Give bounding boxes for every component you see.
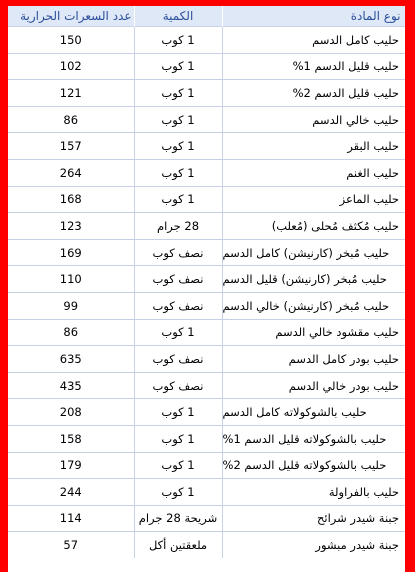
calories-cell: 208 [8, 399, 134, 426]
calories-cell: 110 [8, 266, 134, 293]
table-row [8, 425, 405, 452]
item-cell: حليب بالشوكولاته قليل الدسم 1% [222, 425, 405, 452]
item-cell: حليب قليل الدسم 2% [222, 80, 405, 107]
calories-cell: 264 [8, 159, 134, 186]
item-cell: حليب كامل الدسم [222, 27, 405, 54]
table-row [8, 133, 405, 160]
calories-cell: 169 [8, 239, 134, 266]
quantity-cell: نصف كوب [134, 239, 222, 266]
item-cell: حليب بودر كامل الدسم [222, 346, 405, 373]
item-cell: حليب قليل الدسم 1% [222, 53, 405, 80]
quantity-cell: 1 كوب [134, 186, 222, 213]
table-row [8, 372, 405, 399]
table-row [8, 319, 405, 346]
calories-cell: 168 [8, 186, 134, 213]
quantity-cell: 1 كوب [134, 106, 222, 133]
table-header-row [8, 6, 405, 27]
quantity-cell: 1 كوب [134, 53, 222, 80]
header-item: نوع المادة [222, 6, 405, 27]
item-cell: حليب مُبخر (كارنيشن) قليل الدسم [222, 266, 405, 293]
item-cell: جبنة شيدر شرائح [222, 505, 405, 532]
calories-cell: 123 [8, 213, 134, 240]
table-row [8, 532, 405, 558]
calorie-table [8, 6, 405, 558]
table-row [8, 505, 405, 532]
table-row [8, 399, 405, 426]
item-cell: حليب مُكثف مُحلى (مُعلب) [222, 213, 405, 240]
quantity-cell: ملعقتين أكل [134, 532, 222, 558]
table-row [8, 346, 405, 373]
calories-cell: 158 [8, 425, 134, 452]
header-quantity: الكمية [134, 6, 222, 27]
calories-cell: 86 [8, 106, 134, 133]
calories-cell: 57 [8, 532, 134, 558]
item-cell: حليب البقر [222, 133, 405, 160]
calories-cell: 150 [8, 27, 134, 54]
table-body [8, 27, 405, 558]
quantity-cell: نصف كوب [134, 292, 222, 319]
calories-cell: 86 [8, 319, 134, 346]
item-cell: حليب بالشوكولاته كامل الدسم [222, 399, 405, 426]
calories-cell: 157 [8, 133, 134, 160]
page-frame [8, 6, 405, 572]
quantity-cell: 1 كوب [134, 133, 222, 160]
quantity-cell: 1 كوب [134, 452, 222, 479]
item-cell: حليب الماعز [222, 186, 405, 213]
item-cell: حليب بالفراولة [222, 479, 405, 506]
item-cell: جبنة شيدر مبشور [222, 532, 405, 558]
calories-cell: 635 [8, 346, 134, 373]
header-calories: عدد السعرات الحرارية [8, 6, 134, 27]
item-cell: حليب مقشود خالي الدسم [222, 319, 405, 346]
table-row [8, 159, 405, 186]
table-row [8, 53, 405, 80]
calories-cell: 102 [8, 53, 134, 80]
quantity-cell: 1 كوب [134, 319, 222, 346]
table-row [8, 239, 405, 266]
quantity-cell: 28 جرام [134, 213, 222, 240]
table-row [8, 479, 405, 506]
table-row [8, 80, 405, 107]
item-cell: حليب بودر خالي الدسم [222, 372, 405, 399]
table-row [8, 452, 405, 479]
item-cell: حليب خالي الدسم [222, 106, 405, 133]
quantity-cell: نصف كوب [134, 372, 222, 399]
item-cell: حليب بالشوكولاته قليل الدسم 2% [222, 452, 405, 479]
item-cell: حليب الغنم [222, 159, 405, 186]
calories-cell: 244 [8, 479, 134, 506]
table-row [8, 292, 405, 319]
item-cell: حليب مُبخر (كارنيشن) خالي الدسم [222, 292, 405, 319]
quantity-cell: 1 كوب [134, 27, 222, 54]
table-row [8, 106, 405, 133]
table-row [8, 186, 405, 213]
quantity-cell: شريحة 28 جرام [134, 505, 222, 532]
table-row [8, 27, 405, 54]
calories-cell: 121 [8, 80, 134, 107]
item-cell: حليب مُبخر (كارنيشن) كامل الدسم [222, 239, 405, 266]
calories-cell: 99 [8, 292, 134, 319]
quantity-cell: 1 كوب [134, 399, 222, 426]
quantity-cell: 1 كوب [134, 479, 222, 506]
quantity-cell: 1 كوب [134, 80, 222, 107]
table-row [8, 266, 405, 293]
calories-cell: 114 [8, 505, 134, 532]
calories-cell: 435 [8, 372, 134, 399]
calories-cell: 179 [8, 452, 134, 479]
quantity-cell: 1 كوب [134, 425, 222, 452]
quantity-cell: 1 كوب [134, 159, 222, 186]
quantity-cell: نصف كوب [134, 346, 222, 373]
quantity-cell: نصف كوب [134, 266, 222, 293]
table-row [8, 213, 405, 240]
